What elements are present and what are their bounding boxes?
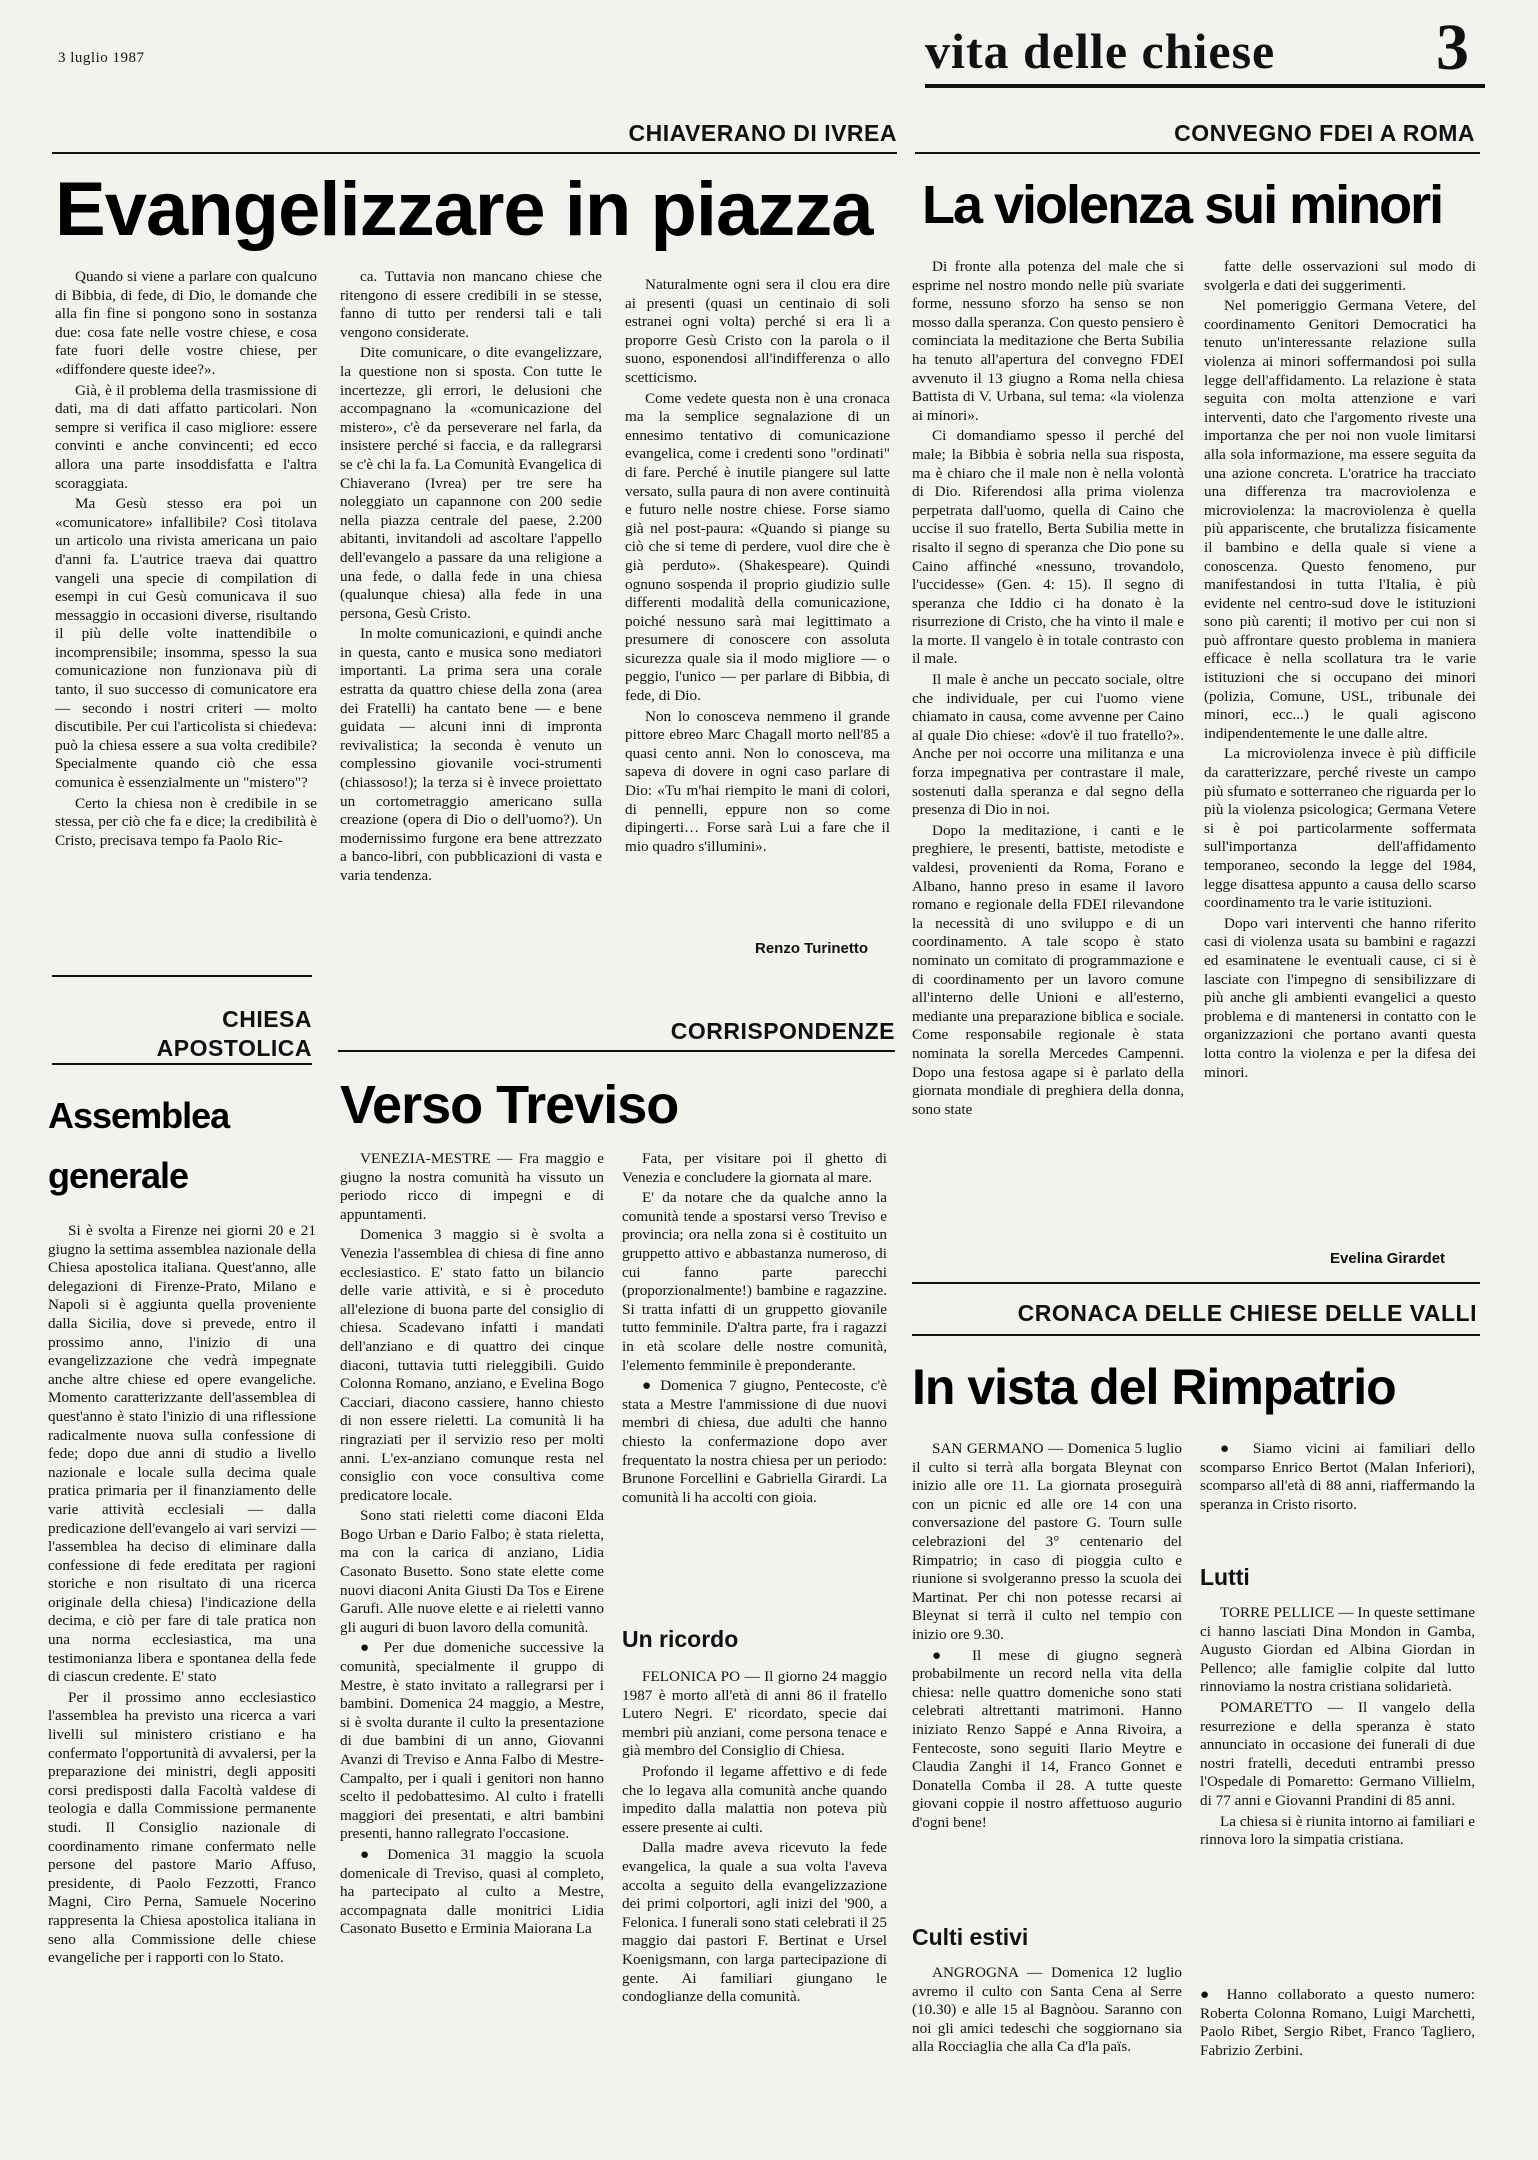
art3-title-2: generale (48, 1155, 189, 1196)
art5-kicker: CRONACA DELLE CHIESE DELLE VALLI (1017, 1300, 1477, 1326)
art4-col1-p2: Domenica 3 maggio si è svolta a Venezia l'assemblea di chiesa di fine anno ecclesiastico. E' stato fatto un bilancio delle varie attività, e si è proceduto all'elezione di buona parte del consiglio di chiesa. Scadevano infatti i mandati dell'anziano e di quattro dei cinque diaconi, tuttavia tutti rieleggibili. Guido Colonna Romano, anziano, e Evelina Bogo Cacciari, diacono cassiere, hanno chiesto di non essere rieletti. La comunità li ha ringraziati per il servizio reso per molti anni. L'ex-anziano comunque resta nel consiglio con voce consultiva come predicatore locale. (340, 1226, 604, 1504)
art2-top-rule (915, 152, 1480, 154)
art2-col2-p1: fatte delle osservazioni sul modo di svolgerla e dati dei suggerimenti. (1204, 258, 1476, 294)
section-title: vita delle chiese (925, 23, 1276, 79)
art2-col2-p2: Nel pomeriggio Germana Vetere, del coordinamento Genitori Democratici ha tenuto un'interessante relazione sulla violenza ai minori soffermandosi poi sulla legge dell'affidamento. La relazione è stata seguita con molta attenzione e vari interventi, dato che l'argomento riveste una importanza che per noi non vuole limitarsi alla sola informazione, ma essere seguita da una azione concreta. L'oratrice ha tracciato una differenza tra macroviolenza e microviolenza: la macroviolenza è quella più appariscente, che brutalizza fisicamente il bambino e della quale si viene a conoscenza. Questo fenomeno, pur manifestandosi in tutta l'Italia, è più evidente nel centro-sud dove le istituzioni sono più carenti; il motivo per cui non si può affrontare questo problema in maniera efficace è nella scollatura tra le varie istituzioni che si occupano dei minori (polizia, Comune, USL, tribunale dei minori, ecc...) le quali agiscono indipendentemente le une dalle altre. (1204, 297, 1476, 742)
art5-col1-p1: SAN GERMANO — Domenica 5 luglio il culto si terrà alla borgata Bleynat con inizio alle ore 11. La giornata proseguirà con un picnic ed alle ore 14 con una conversazione del pastore G. Tourn sulle celebrazioni del 3° centenario del Rimpatrio; in caso di pioggia culto e riunione si svolgeranno presso la scuola dei Martinat. Per chi non potesse recarsi ai Bleynat si terrà il culto nel tempio con inizio ore 9.30. (912, 1440, 1182, 1643)
art4-col3 (622, 1668, 887, 2128)
art1-col1-p3: Ma Gesù stesso era poi un «comunicatore» infallibile? Così titolava un articolo una rivista americana un paio d'anni fa. L'autrice traeva dai quattro vangeli una specie di compilation di esempi in cui Gesù comunicava il suo messaggio in occasioni diverse, risultando il più delle volte inattendibile o incomprensibile; insomma, spesso la sua comunicazione non funzionava più di tanto, il suo successo di comunicatore era — secondo i nostri criteri — molto discutibile. Per cui l'articolista si chiedeva: può la chiesa essere a sua volta credibile? Specialmente quando ciò che essa comunica è essenzialmente un "mistero"? (55, 495, 317, 792)
art5-culti (912, 1964, 1182, 2124)
art4-col2 (622, 1150, 887, 1610)
art4-col1-p4: ● Per due domeniche successive la comunità, specialmente il gruppo di Mestre, è stato invitato a rallegrarsi per i bambini. Domenica 24 maggio, a Mestre, si è svolta durante il culto la presentazione di due bambini di un anno, Giovanni Avanzi di Treviso e Anna Falbo di Mestre-Campalto, per i quali i genitori non hanno scelto il pedobattesimo. Al culto i fratelli maggiori dei presentati, e altri bambini presenti, hanno rallegrato l'occasione. (340, 1639, 604, 1843)
art4-subtitle: Un ricordo (622, 1626, 739, 1652)
art1-col1-p1: Quando si viene a parlare con qualcuno di Bibbia, di fede, di Dio, le domande che alla fin fine si pongono sono in sostanza due: cosa fate nelle vostre chiese, e cosa fate fuori delle vostre chiese, per «diffondere queste idee?». (55, 268, 317, 378)
art4-col2-p2: E' da notare che da qualche anno la comunità tende a spostarsi verso Treviso e provincia; ora nella zona si è costituito un gruppetto attivo e abbastanza numeroso, di cui fanno parte parecchi (proporzionalmente!) bambine e ragazzine. Si tratta infatti di un gruppetto giovanile tutto femminile. D'altra parte, fra i ragazzi in età scolare delle nostre comunità, l'elemento femminile è preponderante. (622, 1189, 887, 1374)
art5-collab (1200, 1986, 1475, 2126)
art4-kicker: CORRISPONDENZE (670, 1018, 895, 1044)
art5-col2-p1: ● Siamo vicini ai familiari dello scomparso Enrico Bertot (Malan Inferiori), scomparso all'età di 88 anni, riaffermando la speranza in Cristo risorto. (1200, 1440, 1475, 1513)
art5-subtitle-culti: Culti estivi (912, 1924, 1029, 1950)
art1-col3-p2: Come vedete questa non è una cronaca ma la semplice segnalazione di un ennesimo tentativo di comunicazione evangelica, come i credenti sono "ordinati" di fare. Perché è inutile piangere sul latte versato, sulla paura di non avere continuità e futuro nelle nostre chiese. Forse siamo già nel post-paura: «Quando si piange su ciò che si teme di perdere, vuol dire che è già perduto». (Shakespeare). Quindi ognuno sospenda il proprio giudizio sulle differenti modalità della comunicazione, poiché nessuno sarà mai legittimato a presumere di conoscere con assoluta sicurezza quale sia il modo migliore — o peggio, l'unico — per parlare di Bibbia, di fede, di Dio. (625, 389, 890, 705)
art3-kicker-rule (52, 1063, 312, 1065)
art3-kicker-1: CHIESA (222, 1006, 312, 1032)
art4-col2-p3: ● Domenica 7 giugno, Pentecoste, c'è stata a Mestre l'ammissione di due nuovi membri di chiesa, due adulti che hanno chiesto la confermazione dopo aver frequentato la nostra chiesa per un periodo: Brunone Forcellini e Gabriella Girardi. La comunità li ha accolti con gioia. (622, 1377, 887, 1506)
art2-col2 (1204, 258, 1476, 1248)
art2-kicker: CONVEGNO FDEI A ROMA (1174, 120, 1475, 146)
art5-title: In vista del Rimpatrio (912, 1359, 1396, 1415)
art5-kicker-rule (912, 1334, 1480, 1336)
art3-col1 (48, 1222, 316, 2132)
art4-col3-p3: Dalla madre aveva ricevuto la fede evangelica, la quale a sua volta l'aveva accolta a seguito della evangelizzazione dei primi colportori, agli inizi del '900, a Felonica. I funerali sono stati celebrati il 25 maggio dai pastori F. Bertinat e Ursel Koenigsmann, con larga partecipazione di gente. Ai familiari giungano le condoglianze della comunità. (622, 1839, 887, 2006)
art2-col1-p2: Ci domandiamo spesso il perché del male; la Bibbia è sobria nella sua risposta, ma è chiaro che il male non è nella volontà di Dio. Riferendosi alla prima violenza perpetrata dall'uomo, quella di Caino che uccise il suo fratello, Berta Subilia mette in risalto il segno di speranza che Dio pone su Caino affinché «nessuno, trovandolo, l'uccidesse» (Gen. 4: 15). Il segno di speranza che Iddio ci ha donato è la risurrezione di Cristo, che ha vinto il male e la morte. Il vangelo è in totale contrasto con il male. (912, 427, 1184, 668)
art2-col1-p3: Il male è anche un peccato sociale, oltre che individuale, per cui l'uomo viene chiamato in causa, come avvenne per Caino al quale Dio chiese: «dov'è il tuo fratello?». Anche per noi occorre una militanza e una forza impegnativa per contrastare il male, sostenuti dalla speranza e dal segno della presenza di Dio in noi. (912, 671, 1184, 819)
art2-col1-p1: Di fronte alla potenza del male che si esprime nel nostro mondo nelle più svariate forme, nessuno sforzo ha senso se non mosso dalla speranza. Con questo pensiero è cominciata la meditazione che Berta Subilia ha tenuto all'apertura del convegno FDEI avvenuto il 13 giugno a Roma nella chiesa Battista di V. Urbana, sul tema: «la violenza ai minori». (912, 258, 1184, 424)
art1-signature: Renzo Turinetto (755, 940, 869, 957)
art1-col1 (55, 268, 317, 958)
art4-col1-p1: VENEZIA-MESTRE — Fra maggio e giugno la nostra comunità ha vissuto un periodo ricco di impegni e di appuntamenti. (340, 1150, 604, 1223)
art1-col2-p3: In molte comunicazioni, e quindi anche in questa, canto e musica sono mediatori importanti. La prima sera una corale estratta da quattro chiese della zona (area dei Fratelli) ha cantato bene — e bene guidata — alcuni inni di impronta revivalistica; la seconda è venuto un complessino giovanile voci-strumenti (chiassoso!); la terza si è invece proiettato un cortometraggio americano sulla creazione (opera di Dio o dell'uomo?). Un modernissimo furgone era bene attrezzato a banco-libri, con pubblicazioni di vasta e varia tendenza. (340, 625, 602, 884)
art5-collab-p1: ● Hanno collaborato a questo numero: Roberta Colonna Romano, Luigi Marchetti, Paolo Ribet, Sergio Ribet, Franco Tagliero, Fabrizio Zerbini. (1200, 1986, 1475, 2059)
art5-subtitle-lutti: Lutti (1200, 1564, 1250, 1590)
art1-col3 (625, 276, 890, 926)
art2-title: La violenza sui minori (922, 175, 1443, 235)
art1-col3-p1: Naturalmente ogni sera il clou era dire ai presenti (quasi un centinaio di soli estranei ogni volta) perché si era lì a proporre Gesù Cristo con la parola o il suono, esponendosi all'indifferenza o allo scetticismo. (625, 276, 890, 386)
art4-title: Verso Treviso (340, 1075, 679, 1135)
art2-signature: Evelina Girardet (1330, 1250, 1446, 1267)
art3-col1-p1: Si è svolta a Firenze nei giorni 20 e 21 giugno la settima assemblea nazionale della Chiesa apostolica italiana. Quest'anno, alle delegazioni di Firenze-Prato, Milano e Napoli si è aggiunta quella proveniente dalla Sicilia, dove si prevede, entro il prossimo anno, l'inizio di una evangelizzazione che vedrà impegnate anche altre chiese ed opere evangeliche. Momento caratterizzante dell'assemblea di quest'anno è stato l'inizio di una riflessione radicalmente nuova sulla confessione di fede; dopo due anni di studio a livello nazionale e locale sulla decima quale pratica primaria per il finanziamento delle varie attività ecclesiali — dalla predicazione dell'evangelo ai vari servizi — l'assemblea ha deciso di eliminare dalla confessione di fede ereditata per ragioni storiche e non risultato di una ricerca originale della chiesa) l'indicazione della decima, e ciò per fare di tale pratica non una norma ecclesiastica, ma una testimonianza libera e spontanea della fede di ciascun credente. E' stato (48, 1222, 316, 1686)
art1-top-rule (52, 152, 897, 154)
art2-col1 (912, 258, 1184, 1268)
art3-kicker-2: APOSTOLICA (156, 1035, 312, 1061)
art1-title: Evangelizzare in piazza (55, 167, 873, 252)
art5-lutti-p3: La chiesa si è riunita intorno ai familiari e rinnova loro la simpatia cristiana. (1200, 1812, 1475, 1849)
art2-col1-p4: Dopo la meditazione, i canti e le preghiere, le presenti, battiste, metodiste e valdesi, provenienti da Roma, Forano e Albano, hanno preso in esame il lavoro romano e regionale della FDEI rilevandone la necessità di uno sviluppo e di un coordinamento. A tale scopo è stato nominato un comitato di programmazione e di coordinamento per un lavoro comune all'interno delle Unioni e all'esterno, mediante una preparazione biblica e sociale. Come responsabile regionale è stata nominata la sorella Mercedes Campenni. Dopo una festosa agape si è parlato della giornata mondiale di preghiera della donna, sono state (912, 821, 1184, 1118)
art5-col2 (1200, 1440, 1475, 1550)
art3-top-rule (52, 975, 312, 977)
art2-col2-p4: Dopo vari interventi che hanno riferito casi di violenza usata su bambini e ragazzi ed esaminatene le eventuali cause, ci si è lasciate con l'impegno di sensibilizzare di più anche gli ambienti evangelici a questo problema e di mantenersi in contatto con le organizzazioni che portano avanti questa lotta contro la violenza e per la difesa dei minori. (1204, 914, 1476, 1081)
art2-col2-p3: La microviolenza invece è più difficile da caratterizzare, perché riveste un campo più sfumato e sotterraneo che riguarda per lo più la violenza psicologica; Germana Vetere si è poi particolarmente soffermata sull'importanza dell'affidamento temporaneo, secondo la legge del 1984, legge disattesa appunto a causa dello scarso coordinamento tra le varie istituzioni. (1204, 745, 1476, 912)
art5-lutti-p2: POMARETTO — Il vangelo della resurrezione e della speranza è stato annunciato in occasione dei funerali di due nostri fratelli, deceduti entrambi presso l'Ospedale di Pomaretto: Germano Villielm, di 77 anni e Giovanni Prandini di 85 anni. (1200, 1698, 1475, 1809)
art1-col2-p2: Dite comunicare, o dite evangelizzare, la questione non si sposta. Con tutte le incertezze, gli errori, le delusioni che accompagnano la «comunicazione del mistero», c'è da perseverare nel farla, da insistere perché si faccia, e da rallegrarsi se c'è chi la fa. La Comunità Evangelica di Chiaverano (Ivrea) per tre sere ha noleggiato un capannone con 200 sedie nella piazza centrale del paese, 2.200 abitanti, invitandoli ad ascoltare l'appello dell'evangelo a passare da una religione a una fede, o dalla fede in una chiesa (qualunque chiesa) alla fede in una persona, Gesù Cristo. (340, 344, 602, 622)
header-rule (925, 84, 1485, 88)
art1-col1-p4: Certo la chiesa non è credibile in se stessa, per ciò che fa e dice; la credibilità è Cristo, precisava tempo fa Paolo Ric- (55, 794, 317, 849)
art4-col3-p2: Profondo il legame affettivo e di fede che lo legava alla comunità anche quando impedito dalla malattia non poteva più essere presente ai culti. (622, 1762, 887, 1836)
art5-col1 (912, 1440, 1182, 1870)
page-number: 3 (1436, 11, 1469, 84)
art5-col1-p2: ● Il mese di giugno segnerà probabilmente un record nella vita della chiesa: nelle quattro domeniche sono stati celebrati altrettanti matrimoni. Hanno iniziato Renzo Sappé e Anna Rivoira, a Fentecoste, sono seguiti Ilario Meytre e Claudia Zanghi il 14, Franco Gonnet e Donatella Comba il 28. A tutte queste giovani coppie il nostro affettuoso augurio d'ogni bene! (912, 1646, 1182, 1831)
art3-col1-p2: Per il prossimo anno ecclesiastico l'assemblea ha previsto una ricerca a vari livelli sul ministero cristiano e ha confermato l'opportunità di avvalersi, per la preparazione dei ministri, degli appositi corsi predisposti dalla Facoltà valdese di teologia e dalla Commissione permanente studi. Il Consiglio nazionale di coordinamento rimane confermato nelle persone del pastore Mario Affuso, presidente, di Paolo Fezzotti, Franco Magni, Ciro Perna, Samuele Nocerino rappresenta la Chiesa apostolica italiana in seno alla Commissione delle chiese evangeliche per i rapporti con lo Stato. (48, 1688, 316, 1967)
art1-col2 (340, 268, 602, 958)
art4-col3-p1: FELONICA PO — Il giorno 24 maggio 1987 è morto all'età di anni 86 il fratello Lutero Negri. E' ricordato, specie dai membri più anziani, come persona tenace e già membro del Consiglio di Chiesa. (622, 1668, 887, 1760)
art1-col3-p3: Non lo conosceva nemmeno il grande pittore ebreo Marc Chagall morto nell'85 a quasi cento anni. Non lo conosceva, ma sapeva di dovere in ogni caso parlare di Dio: «Tu m'hai riempito le mani di colori, di pennelli, eppure non so come dipingerti… Forse sarà Lui a fare che il mio quadro s'illumini». (625, 707, 890, 855)
art1-col1-p2: Già, è il problema della trasmissione di dati, ma di dati affatto particolari. Non sempre si verifica il caso migliore: essere convinti e anche convincenti; ed ecco allora una parte insoddisfatta e l'altra scoraggiata. (55, 381, 317, 492)
art1-col2-p1: ca. Tuttavia non mancano chiese che ritengono di essere credibili in se stesse, fanno di tutto per rendersi tali e tali vengono considerate. (340, 268, 602, 341)
art5-lutti-p1: TORRE PELLICE — In queste settimane ci hanno lasciati Dina Mondon in Gamba, Augusto Giordan ed Albina Giordan in Pellenco; alle famiglie colpite dal lutto rinnoviamo la nostra cristiana solidarietà. (1200, 1604, 1475, 1696)
art3-title-1: Assemblea (48, 1095, 230, 1136)
art4-col1-p3: Sono stati rieletti come diaconi Elda Bogo Urban e Dario Falbo; è stata rieletta, ma con la carica di anziano, Lidia Casonato Busetto. Sono state elette come nuovi diaconi Anita Giusti Da Tos e Eirene Garufi. Alle nuove elette e ai rieletti vanno gli auguri di buon lavoro della comunità. (340, 1507, 604, 1636)
art4-col1 (340, 1150, 604, 2135)
art5-lutti (1200, 1604, 1475, 1974)
art5-top-rule (912, 1282, 1480, 1284)
art4-top-rule (338, 1050, 895, 1052)
art4-col1-p5: ● Domenica 31 maggio la scuola domenicale di Treviso, quasi al completo, ha partecipato al culto a Mestre, accompagnata dalle monitrici Lidia Casonato Busetto e Erminia Maiorana La (340, 1845, 604, 1938)
art1-kicker: CHIAVERANO DI IVREA (628, 120, 897, 146)
art5-culti-p1: ANGROGNA — Domenica 12 luglio avremo il culto con Santa Cena al Serre (10.30) e alle 15 al Bagnòou. Saranno con noi gli amici tedeschi che soggiornano sia alla Rocciaglia che alla Ca d'la païs. (912, 1964, 1182, 2056)
header-date: 3 luglio 1987 (58, 50, 145, 66)
art4-col2-p1: Fata, per visitare poi il ghetto di Venezia e concludere la giornata al mare. (622, 1150, 887, 1186)
